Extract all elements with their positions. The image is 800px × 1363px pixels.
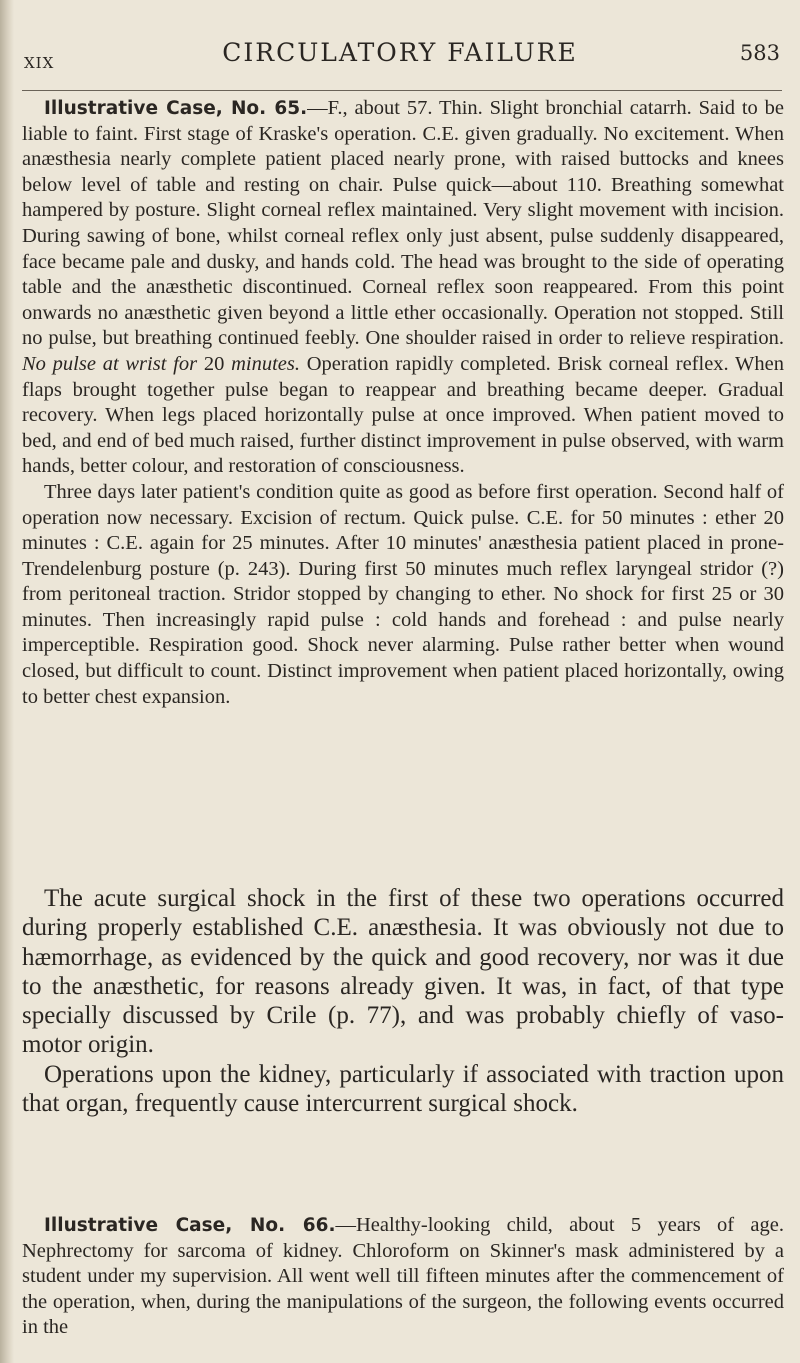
running-title: CIRCULATORY FAILURE bbox=[222, 38, 578, 67]
case-65-text-b: Operation rapidly completed. Brisk corneal reflex. When flaps brought together pulse began to reappear and breathing became deeper. Gradual recovery. When legs placed horizontally pulse at once improved. When patient moved to bed, and end of bed much raised, further distinct improvement in pulse observed, with warm hands, better colour, and restoration of consciousness. bbox=[22, 352, 784, 478]
chapter-number: XIX bbox=[24, 54, 55, 72]
case-66-text: —Healthy-looking child, about 5 years of age. Nephrectomy for sarcoma of kidney. Chloroform on Skinner's mask administered by a student under my supervision. All went well till fifteen minutes after the commencement of the operation, when, during the manipulations of the surgeon, the following events occurred in the bbox=[22, 1214, 784, 1339]
discussion-block bbox=[22, 884, 784, 1118]
case-65-text-a: —F., about 57. Thin. Slight bronchial catarrh. Said to be liable to faint. First stage of Kraske's operation. C.E. given gradually. No excitement. When anæsthesia nearly complete patient placed nearly prone, with raised buttocks and knees below level of table and resting on chair. Pulse quick—about 110. Breathing somewhat hampered by posture. Slight corneal reflex maintained. Very slight movement with incision. During sawing of bone, whilst corneal reflex only just absent, pulse suddenly disappeared, face became pale and dusky, and hands cold. The head was brought to the side of operating table and the anæsthetic discontinued. Corneal reflex soon reappeared. From this point onwards no anæsthetic given beyond a little ether occasionally. Operation not stopped. Still no pulse, but breathing continued feebly. One shoulder raised in order to relieve respiration. bbox=[22, 97, 784, 350]
discussion-paragraph-2: Operations upon the kidney, particularly if associated with traction upon that organ, frequently cause intercurrent surgical shock. bbox=[22, 1060, 784, 1118]
case-65-minutes: 20 bbox=[197, 352, 232, 375]
case-65-heading: Illustrative Case, No. 65. bbox=[44, 98, 308, 119]
discussion-paragraph-1: The acute surgical shock in the first of these two operations occurred during properly established C.E. anæsthesia. It was obviously not due to hæmorrhage, as evidenced by the quick and good recovery, nor was it due to the anæsthetic, for reasons already given. It was, in fact, of that type specially discussed by Crile (p. 77), and was probably chiefly of vaso-motor origin. bbox=[22, 885, 784, 1059]
case-65-block bbox=[22, 96, 784, 710]
case-66-paragraph bbox=[22, 1213, 784, 1341]
header-rule bbox=[22, 90, 782, 91]
case-65-paragraph bbox=[22, 96, 784, 480]
case-65-emphasis-2: minutes. bbox=[231, 352, 300, 375]
case-65-second-operation: Three days later patient's condition quite as good as before first operation. Second half of operation now necessary. Excision of rectum. Quick pulse. C.E. for 50 minutes : ether 20 minutes : C.E. again for 25 minutes. After 10 minutes' anæsthesia patient placed in prone-Trendelenburg posture (p. 243). During first 50 minutes much reflex laryngeal stridor (?) from peritoneal traction. Stridor stopped by changing to ether. No shock for first 25 or 30 minutes. Then increasingly rapid pulse : cold hands and forehead : and pulse nearly imperceptible. Respiration good. Shock never alarming. Pulse rather better when wound closed, but difficult to count. Distinct improvement when patient placed horizontally, owing to better chest expansion. bbox=[22, 480, 784, 708]
page-binding-shadow bbox=[0, 0, 14, 1363]
case-65-emphasis: No pulse at wrist for bbox=[22, 352, 198, 375]
case-66-block bbox=[22, 1213, 784, 1341]
running-header bbox=[0, 38, 800, 78]
case-66-heading: Illustrative Case, No. 66. bbox=[44, 1215, 336, 1236]
page-number: 583 bbox=[739, 41, 780, 65]
